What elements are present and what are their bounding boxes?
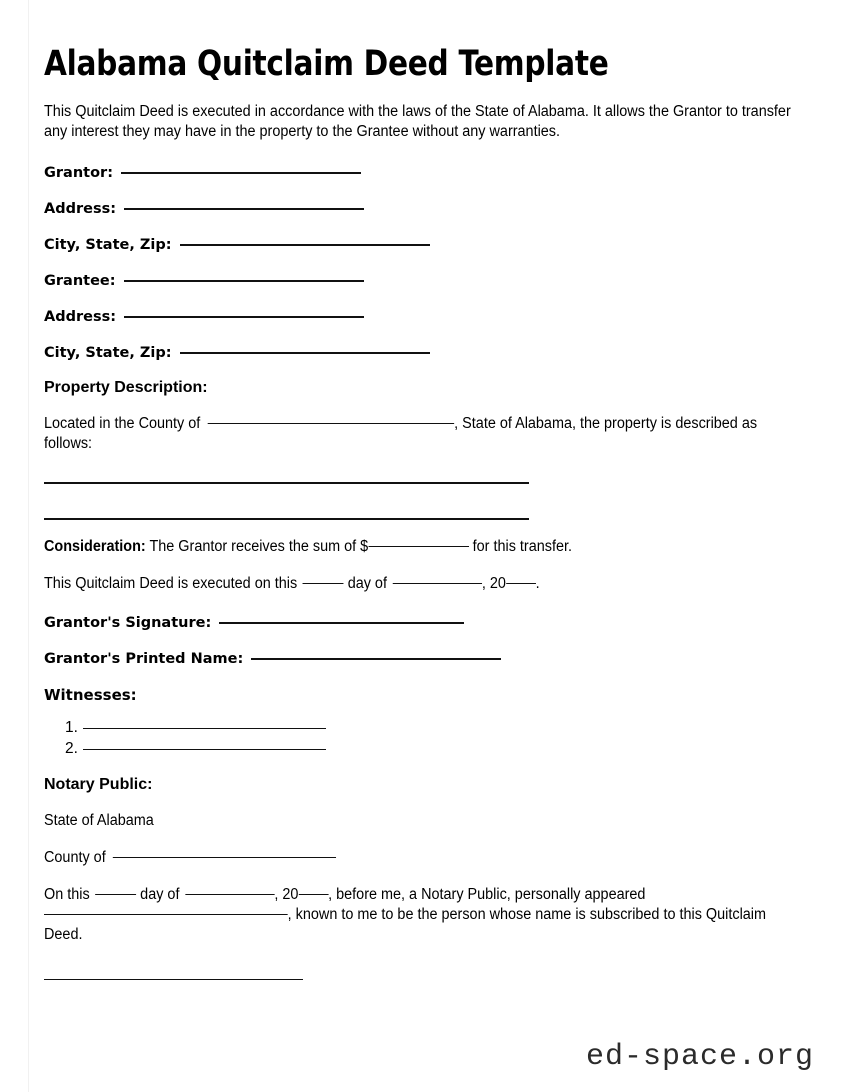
spacer bbox=[44, 868, 800, 885]
witness-list bbox=[44, 717, 800, 759]
execution-month-blank[interactable] bbox=[393, 583, 482, 584]
spacer bbox=[44, 632, 800, 650]
intro-paragraph: This Quitclaim Deed is executed in accordance with the laws of the State of Alabama. It allows the Grantor to transfer any interest they may have in the property to the Grantee without any warranties. bbox=[44, 103, 791, 140]
grantee-address-input-blank[interactable] bbox=[124, 316, 364, 318]
grantee-address-label: Address: bbox=[44, 309, 117, 325]
document-content bbox=[44, 44, 800, 980]
grantee-city-state-zip-input-blank[interactable] bbox=[180, 352, 430, 354]
spacer bbox=[44, 454, 800, 482]
ack-day-blank[interactable] bbox=[95, 894, 136, 895]
execution-year-blank[interactable] bbox=[506, 583, 536, 584]
spacer bbox=[44, 831, 800, 848]
spacer bbox=[44, 704, 800, 717]
grantor-address-input-blank[interactable] bbox=[124, 208, 364, 210]
witness-number-1: 1. bbox=[65, 719, 78, 736]
ack-name-blank[interactable] bbox=[44, 914, 288, 915]
county-input-blank[interactable] bbox=[208, 423, 454, 424]
field-row-grantor bbox=[44, 164, 800, 182]
grantee-input-blank[interactable] bbox=[124, 280, 364, 282]
spacer bbox=[44, 326, 800, 344]
ack-middle-text: , before me, a Notary Public, personally appeared bbox=[328, 886, 646, 903]
ack-after-name-text: , known to me to be the person whose name is subscribed bbox=[287, 906, 660, 923]
spacer bbox=[44, 668, 800, 686]
spacer bbox=[44, 520, 800, 537]
witness-input-blank-2[interactable] bbox=[83, 749, 326, 750]
located-suffix-text: , State of Alabama, the property is described as follows: bbox=[44, 415, 758, 452]
notary-county-row bbox=[44, 848, 802, 868]
grantor-signature-input-blank[interactable] bbox=[219, 622, 464, 624]
grantee-city-state-zip-label: City, State, Zip: bbox=[44, 345, 172, 361]
spacer bbox=[44, 182, 800, 200]
grantor-city-state-zip-input-blank[interactable] bbox=[180, 244, 430, 246]
field-row-grantor-address bbox=[44, 200, 800, 218]
consideration-text-before: The Grantor receives the sum of $ bbox=[149, 538, 369, 555]
grantor-printed-name-input-blank[interactable] bbox=[251, 658, 501, 660]
spacer bbox=[44, 795, 800, 811]
page-left-edge bbox=[28, 0, 29, 1092]
execution-prefix-text: This Quitclaim Deed is executed on this bbox=[44, 575, 298, 592]
spacer bbox=[44, 759, 800, 775]
spacer bbox=[44, 594, 800, 614]
spacer bbox=[44, 362, 800, 378]
notary-acknowledgement-paragraph bbox=[44, 885, 802, 945]
consideration-text-after: for this transfer. bbox=[472, 538, 572, 555]
property-description-heading: Property Description: bbox=[44, 379, 208, 396]
grantor-printed-name-label: Grantor's Printed Name: bbox=[44, 651, 244, 667]
spacer bbox=[44, 557, 800, 574]
grantor-input-blank[interactable] bbox=[121, 172, 361, 174]
execution-day-blank[interactable] bbox=[303, 583, 344, 584]
property-location-sentence bbox=[44, 414, 802, 454]
execution-end-text: . bbox=[535, 575, 540, 592]
notary-public-heading: Notary Public: bbox=[44, 776, 153, 793]
consideration-amount-blank[interactable] bbox=[368, 546, 468, 547]
grantor-city-state-zip-label: City, State, Zip: bbox=[44, 237, 172, 253]
field-row-grantor-city-state-zip bbox=[44, 236, 800, 254]
field-row-grantee-address bbox=[44, 308, 800, 326]
spacer bbox=[44, 142, 800, 164]
page-title: Alabama Quitclaim Deed Template bbox=[44, 44, 609, 84]
witnesses-heading: Witnesses: bbox=[44, 686, 137, 704]
list-item bbox=[44, 738, 800, 759]
grantor-label: Grantor: bbox=[44, 165, 114, 181]
site-watermark: ed-space.org bbox=[585, 1040, 814, 1074]
notary-county-input-blank[interactable] bbox=[113, 857, 336, 858]
execution-date-sentence bbox=[44, 574, 802, 594]
execution-day-word: day of bbox=[347, 575, 387, 592]
notary-county-label: County of bbox=[44, 849, 106, 866]
witness-input-blank-1[interactable] bbox=[83, 728, 326, 729]
consideration-label: Consideration: bbox=[44, 538, 146, 555]
ack-prefix-text: On this bbox=[44, 886, 90, 903]
notary-signature-blank-line[interactable] bbox=[44, 979, 303, 980]
ack-day-word: day of bbox=[140, 886, 180, 903]
list-item bbox=[44, 717, 800, 738]
spacer bbox=[44, 84, 800, 102]
located-prefix-text: Located in the County of bbox=[44, 415, 201, 432]
spacer bbox=[44, 254, 800, 272]
ack-year-prefix: , 20 bbox=[274, 886, 299, 903]
notary-state-line: State of Alabama bbox=[44, 812, 154, 829]
spacer bbox=[44, 484, 800, 518]
witness-number-2: 2. bbox=[65, 740, 78, 757]
spacer bbox=[44, 218, 800, 236]
field-row-grantor-printed-name bbox=[44, 650, 800, 668]
spacer bbox=[44, 290, 800, 308]
ack-year-blank[interactable] bbox=[298, 894, 328, 895]
execution-year-prefix: , 20 bbox=[481, 575, 506, 592]
spacer bbox=[44, 945, 800, 979]
grantor-signature-label: Grantor's Signature: bbox=[44, 615, 212, 631]
ack-last-line-text: to this Quitclaim Deed. bbox=[44, 906, 767, 943]
grantor-address-label: Address: bbox=[44, 201, 117, 217]
spacer bbox=[44, 398, 800, 414]
field-row-grantee bbox=[44, 272, 800, 290]
consideration-sentence bbox=[44, 537, 802, 557]
ack-month-blank[interactable] bbox=[185, 894, 274, 895]
field-row-grantee-city-state-zip bbox=[44, 344, 800, 362]
grantee-label: Grantee: bbox=[44, 273, 116, 289]
field-row-grantor-signature bbox=[44, 614, 800, 632]
